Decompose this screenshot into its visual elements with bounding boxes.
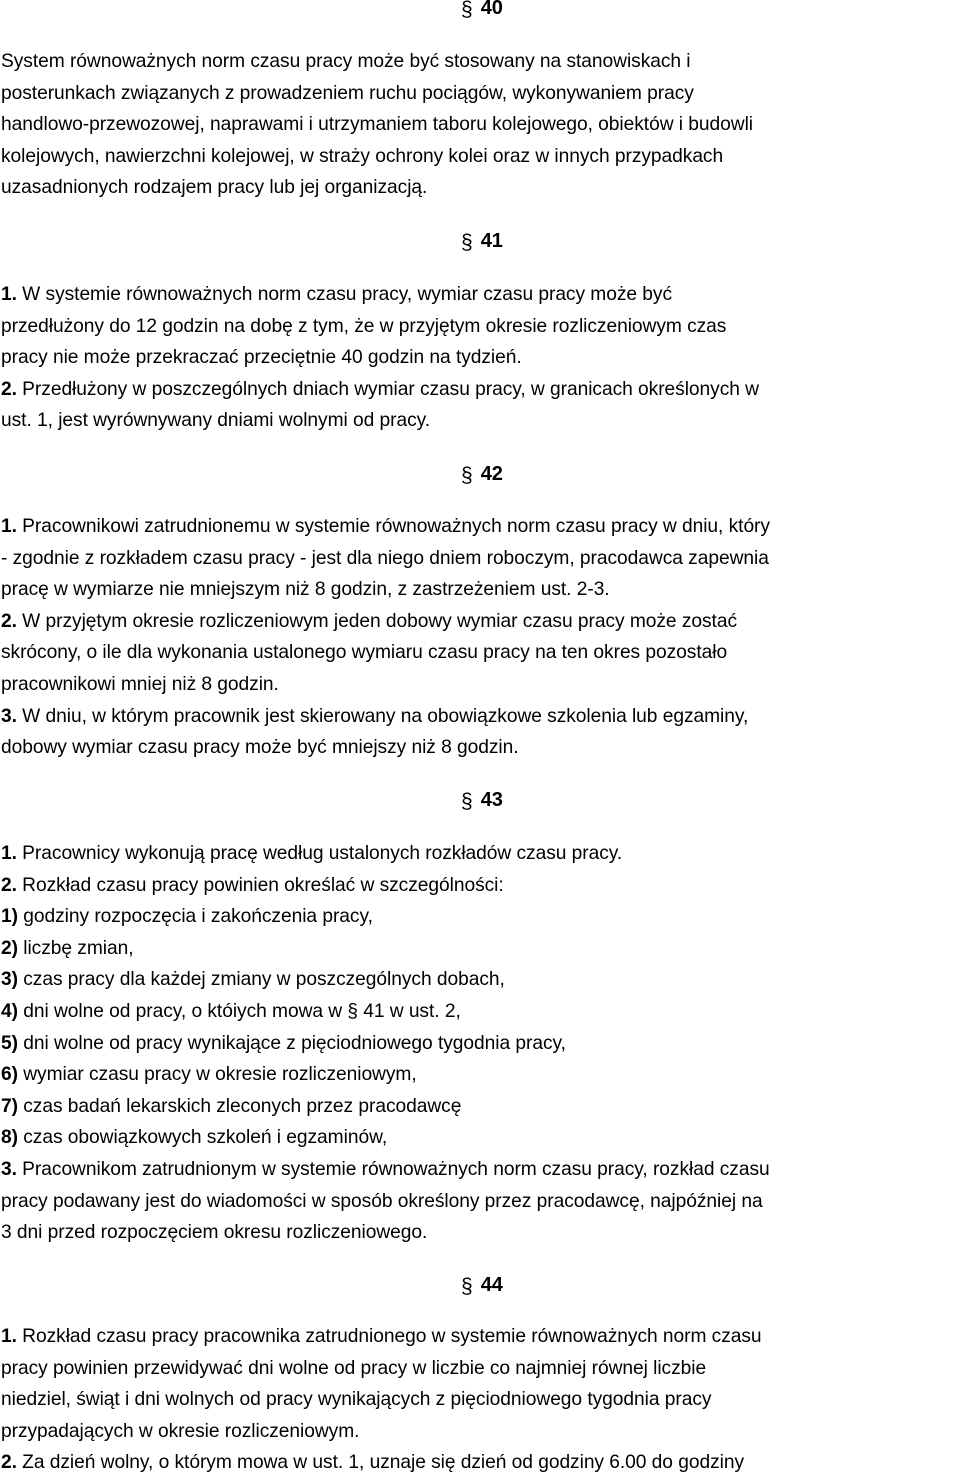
list-item (1, 1122, 960, 1154)
section-number: 41 (480, 230, 503, 252)
text-line: pracy podawany jest do wiadomości w sposób określony przez pracodawcę, najpóźniej na (1, 1190, 763, 1212)
section-symbol: § (461, 464, 473, 487)
text-line: Pracownikom zatrudnionym w systemie równoważnych norm czasu pracy, rozkład czasu (16, 1158, 770, 1180)
section-heading-43 (461, 789, 503, 811)
text-line: Pracownicy wykonują pracę według ustalonych rozkładów czasu pracy. (16, 843, 623, 864)
text-line: handlowo-przewozowej, naprawami i utrzymaniem taboru kolejowego, obiektów i budowli (1, 114, 754, 136)
item-text: dni wolne od pracy, o któiych mowa w (17, 1000, 348, 1022)
paragraph-number: 3. (1, 705, 17, 727)
paragraph-number: 1. (1, 843, 17, 864)
paragraph-2 (1, 606, 960, 638)
text-line: 3 dni przed rozpoczęciem okresu rozliczeniowego. (1, 1222, 428, 1244)
paragraph-number: 1. (1, 516, 17, 537)
text-line: W przyjętym okresie rozliczeniowym jeden dobowy wymiar czasu pracy może zostać (16, 610, 737, 632)
item-number: 5) (1, 1032, 18, 1054)
item-text: liczbę zmian, (17, 937, 134, 959)
section-symbol: § (461, 231, 473, 254)
list-item (1, 933, 960, 965)
item-text: wymiar czasu pracy w okresie rozliczeniowym, (17, 1064, 417, 1086)
section-number: 40 (480, 0, 503, 19)
item-text: 41 w ust. 2, (357, 1000, 461, 1022)
text-line: przypadających w okresie rozliczeniowym. (1, 1420, 360, 1442)
item-text: godziny rozpoczęcia i zakończenia pracy, (17, 906, 373, 928)
section-43-text (1, 838, 960, 1249)
item-number: 4) (1, 1000, 18, 1022)
text-line: niedziel, świąt i dni wolnych od pracy wynikających z pięciodniowego tygodnia pracy (1, 1389, 712, 1411)
paragraph-number: 2. (1, 1452, 17, 1474)
item-number: 6) (1, 1064, 18, 1086)
paragraph-1 (1, 1321, 960, 1353)
paragraph-number: 2. (1, 378, 17, 400)
text-line: pracę w wymiarze nie mniejszym niż 8 godzin, z zastrzeżeniem ust. 2-3. (1, 579, 610, 601)
section-symbol: § (347, 1000, 358, 1022)
section-symbol: § (461, 790, 473, 813)
text-line: Rozkład czasu pracy pracownika zatrudnionego w systemie równoważnych norm czasu (16, 1326, 762, 1347)
paragraph-2 (1, 1447, 960, 1479)
paragraph-number: 2. (1, 610, 17, 632)
text-line: Przedłużony w poszczególnych dniach wymiar czasu pracy, w granicach określonych w (16, 378, 759, 400)
paragraph-number: 1. (1, 1326, 17, 1347)
list-item (1, 1028, 960, 1060)
text-line: W dniu, w którym pracownik jest skierowany na obowiązkowe szkolenia lub egzaminy, (16, 705, 749, 727)
paragraph-1 (1, 511, 960, 543)
section-heading-44 (461, 1274, 503, 1296)
paragraph-2 (1, 870, 960, 902)
list-item (1, 964, 960, 996)
text-line: kolejowych, nawierzchni kolejowej, w straży ochrony kolei oraz w innych przypadkach (1, 145, 724, 167)
section-heading-42 (461, 463, 503, 485)
text-line: pracy powinien przewidywać dni wolne od pracy w liczbie co najmniej równej liczbie (1, 1357, 707, 1379)
item-number: 1) (1, 906, 18, 928)
text-line: Pracownikowi zatrudnionemu w systemie równoważnych norm czasu pracy w dniu, który (16, 516, 770, 537)
text-line: pracy nie może przekraczać przeciętnie 40 godzin na tydzień. (1, 347, 522, 369)
text-line: ust. 1, jest wyrównywany dniami wolnymi od pracy. (1, 410, 431, 432)
section-number: 42 (480, 463, 503, 485)
section-40-text (1, 46, 960, 204)
paragraph-3 (1, 701, 960, 733)
section-symbol: § (461, 1275, 473, 1298)
paragraph-2 (1, 374, 960, 406)
section-symbol: § (461, 0, 473, 21)
text-line: System równoważnych norm czasu pracy może być stosowany na stanowiskach i (1, 51, 691, 72)
paragraph-number: 1. (1, 284, 17, 305)
list-item (1, 1091, 960, 1123)
text-line: W systemie równoważnych norm czasu pracy, wymiar czasu pracy może być (16, 284, 673, 305)
text-line: Za dzień wolny, o którym mowa w ust. 1, uznaje się dzień od godziny 6.00 do godziny (16, 1452, 744, 1474)
item-text: dni wolne od pracy wynikające z pięciodniowego tygodnia pracy, (17, 1032, 566, 1054)
paragraph-1 (1, 279, 960, 311)
paragraph-number: 2. (1, 874, 17, 896)
section-heading-41 (461, 230, 503, 252)
item-number: 7) (1, 1095, 18, 1117)
item-text: czas badań lekarskich zleconych przez pracodawcę (17, 1095, 462, 1117)
section-number: 43 (480, 789, 503, 811)
item-number: 8) (1, 1127, 18, 1149)
section-number: 44 (480, 1274, 503, 1296)
section-42-text (1, 511, 960, 764)
list-item (1, 901, 960, 933)
paragraph-number: 3. (1, 1158, 17, 1180)
item-number: 2) (1, 937, 18, 959)
item-text: czas obowiązkowych szkoleń i egzaminów, (17, 1127, 388, 1149)
text-line: uzasadnionych rodzajem pracy lub jej organizacją. (1, 177, 428, 199)
section-heading-40 (461, 0, 503, 19)
text-line: skrócony, o ile dla wykonania ustalonego wymiaru czasu pracy na ten okres pozostało (1, 642, 728, 664)
paragraph-3 (1, 1154, 960, 1186)
item-text: czas pracy dla każdej zmiany w poszczególnych dobach, (17, 969, 505, 991)
text-line: przedłużony do 12 godzin na dobę z tym, że w przyjętym okresie rozliczeniowym czas (1, 315, 727, 337)
paragraph-1 (1, 838, 960, 870)
text-line: pracownikowi mniej niż 8 godzin. (1, 673, 279, 695)
list-item (1, 996, 960, 1028)
text-line: - zgodnie z rozkładem czasu pracy - jest dla niego dniem roboczym, pracodawca zapewnia (1, 547, 769, 569)
list-item (1, 1059, 960, 1091)
section-41-text (1, 279, 960, 437)
text-line: dobowy wymiar czasu pracy może być mniejszy niż 8 godzin. (1, 737, 519, 759)
text-line: Rozkład czasu pracy powinien określać w szczególności: (16, 874, 504, 896)
item-number: 3) (1, 969, 18, 991)
section-44-text (1, 1321, 960, 1479)
text-line: posterunkach związanych z prowadzeniem ruchu pociągów, wykonywaniem pracy (1, 82, 694, 104)
